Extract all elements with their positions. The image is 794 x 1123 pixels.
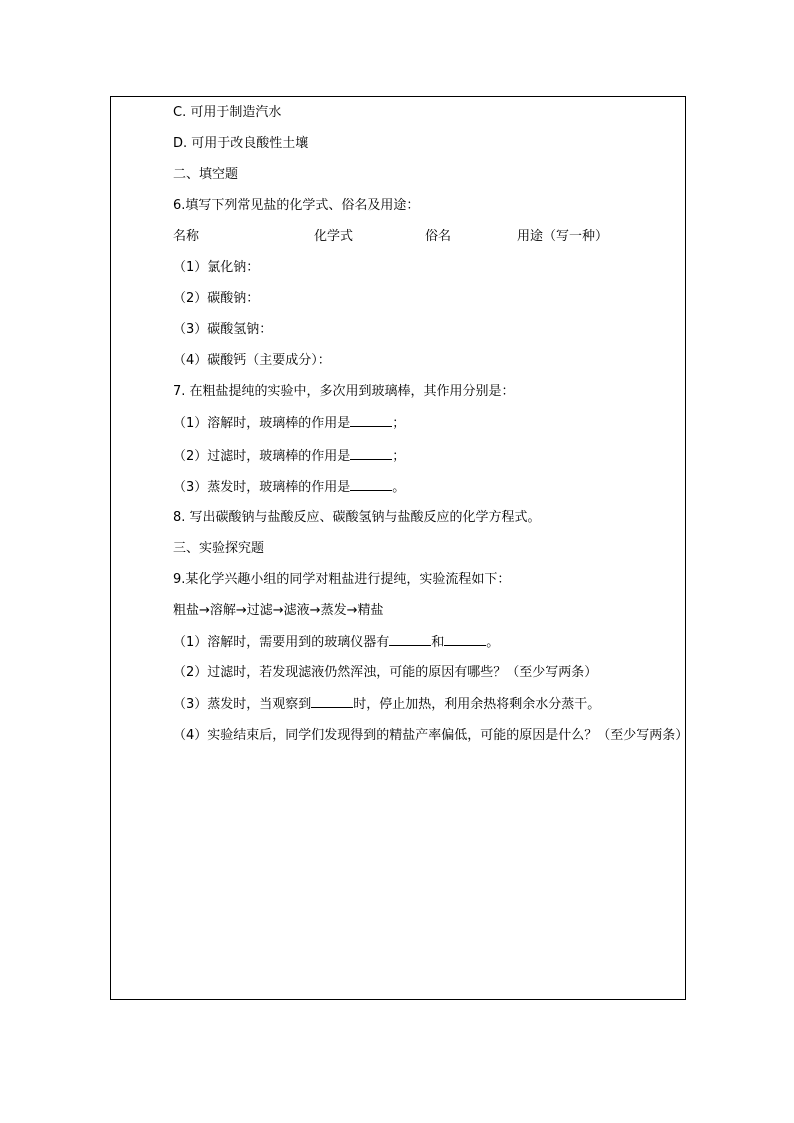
question-9-item-3-text: （3）蒸发时，当观察到 [173,697,312,712]
question-7-item-3-text: （3）蒸发时，玻璃棒的作用是 [173,480,351,495]
answer-blank [311,695,353,708]
answer-blank [350,478,392,491]
question-7-item-2-text: （2）过滤时，玻璃棒的作用是 [173,449,351,464]
question-7-item-3 [173,478,405,497]
col-header-common-name: 俗名 [425,229,452,244]
question-9: 9.某化学兴趣小组的同学对粗盐进行提纯，实验流程如下： [173,572,511,587]
question-7-item-1-text: （1）溶解时，玻璃棒的作用是 [173,416,351,431]
question-7-item-2 [173,447,405,466]
question-9-item-3-end: 时，停止加热，利用余热将剩余水分蒸干。 [353,697,601,712]
question-9-item-1-text: （1）溶解时，需要用到的玻璃仪器有 [173,635,390,650]
question-6-item-2: （2）碳酸钠： [173,291,260,306]
question-9-item-1-end: 。 [486,635,500,650]
answer-blank [350,447,392,460]
option-d: D. 可用于改良酸性土壤 [173,136,309,151]
question-6-item-4: （4）碳酸钙（主要成分）： [173,353,331,368]
question-6-item-3: （3）碳酸氢钠： [173,322,273,337]
question-6-item-1: （1）氯化钠： [173,260,260,275]
col-header-use: 用途（写一种） [517,229,609,244]
question-9-item-1-mid: 和 [431,635,445,650]
question-7-item-2-end: ； [392,449,406,464]
section-fill-blank-heading: 二、填空题 [173,167,239,182]
answer-blank [389,633,431,646]
question-7-item-3-end: 。 [392,480,406,495]
question-9-flow: 粗盐→溶解→过滤→滤液→蒸发→精盐 [173,603,384,618]
question-9-item-2: （2）过滤时，若发现滤液仍然浑浊，可能的原因有哪些？（至少写两条） [173,665,598,680]
question-9-item-4: （4）实验结束后，同学们发现得到的精盐产率偏低，可能的原因是什么？（至少写两条） [173,728,689,743]
col-header-name: 名称 [173,229,200,244]
section-experiment-heading: 三、实验探究题 [173,541,265,556]
question-7-item-1 [173,414,405,433]
answer-blank [350,414,392,427]
col-header-formula: 化学式 [314,229,354,244]
option-c: C. 可用于制造汽水 [173,105,282,120]
question-8: 8. 写出碳酸钠与盐酸反应、碳酸氢钠与盐酸反应的化学方程式。 [173,510,541,525]
question-6: 6.填写下列常见盐的化学式、俗名及用途： [173,198,420,213]
question-7-item-1-end: ； [392,416,406,431]
question-9-item-1 [173,633,499,652]
question-7: 7. 在粗盐提纯的实验中，多次用到玻璃棒，其作用分别是： [173,384,515,399]
answer-blank [444,633,486,646]
question-9-item-3 [173,695,600,714]
